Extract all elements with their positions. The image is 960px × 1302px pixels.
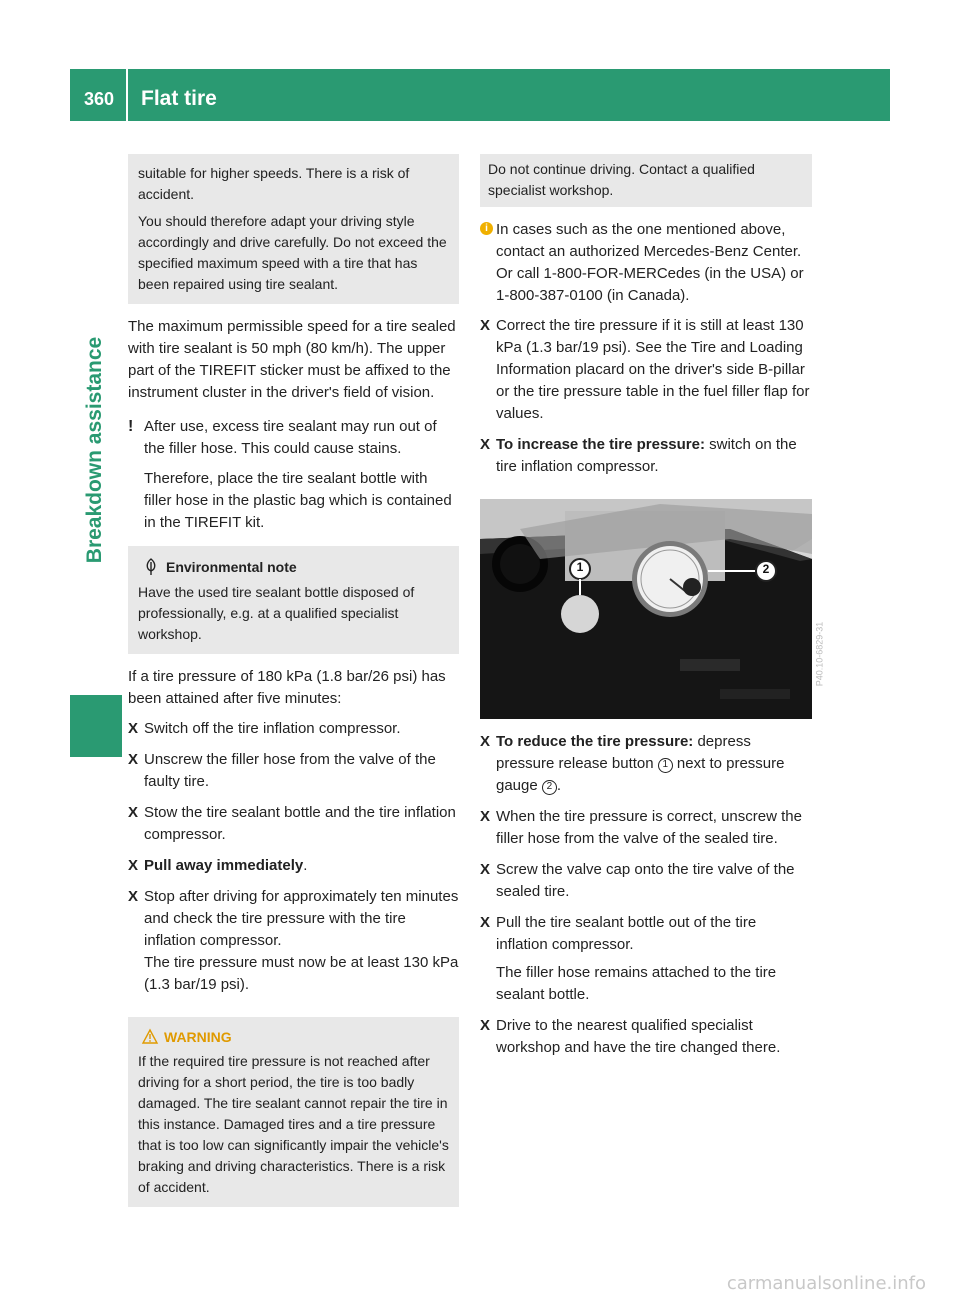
step-check-pressure — [128, 886, 459, 996]
step-pull-bottle — [480, 912, 812, 1006]
callout-ref-2: 2 — [542, 780, 557, 795]
step-drive-workshop — [480, 1015, 812, 1059]
watermark: carmanualsonline.info — [726, 1273, 926, 1294]
warning-cont-p2: You should therefore adapt your driving style accordingly and drive carefully. Do not exceed the specified maximum speed with a tire that has been repaired using tire sealant. — [138, 213, 447, 292]
image-code: P40.10-6829-31 — [814, 621, 825, 687]
arrow-x-icon: X — [128, 857, 139, 874]
notice-block — [128, 416, 459, 534]
step-increase-pressure — [480, 434, 812, 478]
section-label: Breakdown assistance — [83, 336, 106, 564]
step-text-a: depress pressure release button — [496, 733, 751, 772]
step-text: Switch off the tire inflation compressor. — [144, 720, 401, 737]
arrow-x-icon: X — [480, 861, 491, 878]
continue-warning-box — [480, 154, 812, 207]
environmental-note-box — [128, 546, 459, 654]
info-icon: i — [480, 222, 493, 235]
step-result: The tire pressure must now be at least 130 kPa (1.3 bar/19 psi). — [144, 954, 459, 993]
step-text: Stow the tire sealant bottle and the tire inflation compressor. — [144, 804, 456, 843]
arrow-x-icon: X — [480, 733, 491, 750]
step-stow — [128, 802, 459, 846]
callout-1: 1 — [576, 560, 584, 574]
notice-exclamation-icon: ! — [128, 418, 134, 435]
arrow-x-icon: X — [128, 751, 139, 768]
arrow-x-icon: X — [480, 317, 491, 334]
info-text: In cases such as the one mentioned above, contact an authorized Mercedes-Benz Center. Or call 1-800-FOR-MERCedes (in the USA) or 1-800-387-0100 (in Canada). — [496, 221, 804, 304]
step-text: switch on the tire inflation compressor. — [496, 436, 797, 475]
env-note-heading — [138, 557, 451, 578]
section-tab-marker — [70, 695, 122, 757]
step-unscrew — [128, 749, 459, 793]
step-unscrew-hose — [480, 806, 812, 850]
step-label: To reduce the tire pressure: — [496, 733, 694, 750]
pressure-paragraph: If a tire pressure of 180 kPa (1.8 bar/26 psi) has been attained after five minutes: — [128, 668, 446, 707]
arrow-x-icon: X — [480, 914, 491, 931]
notice-p1: After use, excess tire sealant may run out of the filler hose. This could cause stains. — [144, 418, 437, 457]
leaf-icon — [143, 558, 159, 576]
warning-text: If the required tire pressure is not reached after driving for a short period, the tire is too badly damaged. The tire sealant cannot repair the tire in this instance. Damaged tires and a tire pressure that is too low can significantly impair the vehicle's braking and driving characteristics. There is a risk of accident. — [138, 1053, 449, 1195]
arrow-x-icon: X — [128, 804, 139, 821]
notice-p2: Therefore, place the tire sealant bottle with filler hose in the plastic bag which is contained in the TIREFIT kit. — [144, 470, 452, 531]
compressor-photo — [480, 499, 825, 719]
step-text-b: next to pressure gauge — [496, 755, 785, 794]
warning-cont-p1: suitable for higher speeds. There is a risk of accident. — [138, 165, 410, 202]
callout-ref-1: 1 — [658, 758, 673, 773]
step-label: To increase the tire pressure: — [496, 436, 705, 453]
max-speed-paragraph: The maximum permissible speed for a tire sealed with tire sealant is 50 mph (80 km/h). The upper part of the TIREFIT sticker must be affixed to the instrument cluster in the driver's field of vision. — [128, 318, 456, 401]
step-correct-pressure — [480, 315, 812, 425]
arrow-x-icon: X — [480, 436, 491, 453]
arrow-x-icon: X — [480, 1017, 491, 1034]
step-text: Pull the tire sealant bottle out of the tire inflation compressor. — [496, 914, 757, 953]
callout-2: 2 — [762, 562, 770, 576]
step-switch-off — [128, 718, 459, 740]
env-note-title: Environmental note — [166, 559, 297, 575]
step-text: Unscrew the filler hose from the valve of the faulty tire. — [144, 751, 436, 790]
step-text-c: . — [556, 777, 562, 794]
page-title: Flat tire — [141, 87, 217, 110]
step-text: Correct the tire pressure if it is still at least 130 kPa (1.3 bar/19 psi). See the Tire and Loading Information placard on the driver's side B-pillar or the tire pressure table in the fuel filler flap for values. — [496, 317, 810, 422]
compressor-illustration — [480, 499, 812, 719]
step-suffix: . — [303, 857, 308, 874]
step-text: When the tire pressure is correct, unscrew the filler hose from the valve of the sealed tire. — [496, 808, 802, 847]
info-block — [480, 219, 812, 307]
right-column — [480, 154, 825, 1068]
step-valve-cap — [480, 859, 812, 903]
arrow-x-icon: X — [480, 808, 491, 825]
step-hose-note: The filler hose remains attached to the tire sealant bottle. — [496, 964, 777, 1003]
step-reduce-pressure — [480, 731, 812, 797]
left-column — [128, 154, 459, 1207]
step-text: Pull away immediately — [144, 857, 304, 874]
warning-box — [128, 1017, 459, 1207]
step-text: Drive to the nearest qualified specialist workshop and have the tire changed there. — [496, 1017, 781, 1056]
continue-warning-text: Do not continue driving. Contact a qualified specialist workshop. — [488, 161, 755, 198]
step-text: Screw the valve cap onto the tire valve of the sealed tire. — [496, 861, 795, 900]
warning-title: WARNING — [164, 1029, 232, 1045]
arrow-x-icon: X — [128, 720, 139, 737]
arrow-x-icon: X — [128, 888, 139, 905]
warning-continuation-box — [128, 154, 459, 304]
step-pull-away — [128, 855, 459, 877]
step-text: Stop after driving for approximately ten minutes and check the tire pressure with the tire inflation compressor. — [144, 888, 459, 949]
warning-triangle-icon — [142, 1029, 158, 1044]
warning-heading — [138, 1027, 451, 1048]
header-divider — [126, 69, 128, 121]
env-note-text: Have the used tire sealant bottle disposed of professionally, e.g. at a qualified specialist workshop. — [138, 584, 415, 642]
page-number: 360 — [84, 89, 115, 109]
